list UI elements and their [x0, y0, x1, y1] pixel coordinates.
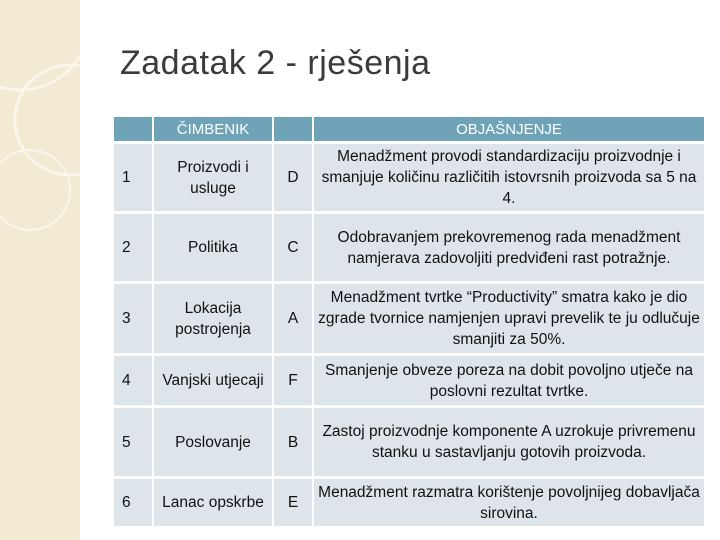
row-factor: Poslovanje	[152, 408, 272, 476]
page-title: Zadatak 2 - rješenja	[120, 44, 431, 82]
row-factor: Vanjski utjecaji	[152, 356, 272, 405]
header-factor: ČIMBENIK	[152, 117, 272, 141]
row-factor: Lanac opskrbe	[152, 479, 272, 526]
header-num	[114, 117, 152, 141]
row-letter: B	[272, 408, 312, 476]
row-number: 4	[114, 356, 152, 405]
table-row	[114, 408, 704, 476]
row-number: 2	[114, 214, 152, 281]
table-row	[114, 144, 704, 211]
table-row	[114, 356, 704, 405]
row-number: 5	[114, 408, 152, 476]
table-header-row	[114, 117, 704, 141]
row-number: 6	[114, 479, 152, 526]
table-row	[114, 214, 704, 281]
row-explanation: Menadžment razmatra korištenje povoljnijeg dobavljača sirovina.	[312, 479, 704, 526]
row-explanation: Zastoj proizvodnje komponente A uzrokuje privremenu stanku u sastavljanju gotovih proizvoda.	[312, 408, 704, 476]
row-letter: C	[272, 214, 312, 281]
table-row	[114, 284, 704, 353]
row-letter: D	[272, 144, 312, 211]
header-letter	[272, 117, 312, 141]
table-row	[114, 479, 704, 526]
row-factor: Proizvodi i usluge	[152, 144, 272, 211]
row-letter: A	[272, 284, 312, 353]
row-factor: Politika	[152, 214, 272, 281]
row-letter: F	[272, 356, 312, 405]
row-explanation: Menadžment provodi standardizaciju proizvodnje i smanjuje količinu različitih istovrsnih proizvoda sa 5 na 4.	[312, 144, 704, 211]
row-explanation: Odobravanjem prekovremenog rada menadžment namjerava zadovoljiti predviđeni rast potražnje.	[312, 214, 704, 281]
row-number: 3	[114, 284, 152, 353]
row-number: 1	[114, 144, 152, 211]
row-factor: Lokacija postrojenja	[152, 284, 272, 353]
decorative-circles	[0, 0, 80, 540]
solutions-table	[114, 114, 704, 529]
decorative-side-band	[0, 0, 80, 540]
header-explanation: OBJAŠNJENJE	[312, 117, 704, 141]
row-explanation: Smanjenje obveze poreza na dobit povoljno utječe na poslovni rezultat tvrtke.	[312, 356, 704, 405]
row-explanation: Menadžment tvrtke “Productivity” smatra kako je dio zgrade tvornice namjenjen upravi prevelik te ju odlučuje smanjiti za 50%.	[312, 284, 704, 353]
row-letter: E	[272, 479, 312, 526]
